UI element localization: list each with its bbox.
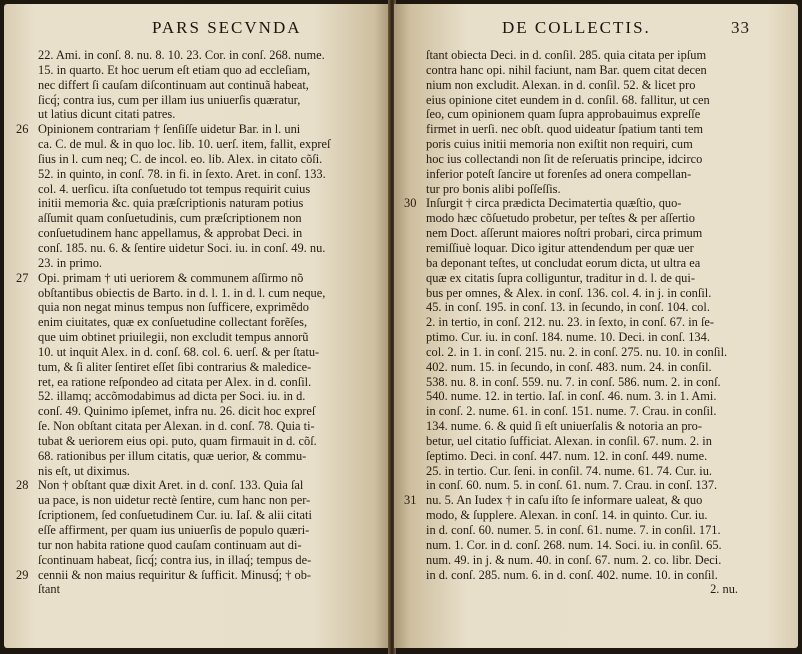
text-line: [38, 167, 366, 182]
text-line: [404, 241, 744, 256]
line-text: quæ ex citatis ſupra colliguntur, traditur in d. l. de qui-: [426, 270, 695, 285]
text-line: [404, 271, 744, 286]
paragraph-number: 30: [404, 196, 417, 211]
text-line: [38, 345, 366, 360]
text-line: [38, 78, 366, 93]
text-line: [404, 375, 744, 390]
line-text: remiſſiuè loquar. Dico igitur attendendum per quæ uer: [426, 240, 694, 255]
text-line: [404, 167, 744, 182]
line-text: Opinionem contrariam † ſenſiſſe uidetur Bar. in l. uni: [38, 122, 301, 137]
left-running-head: PARS SECVNDA: [152, 18, 302, 37]
text-line: [38, 464, 366, 479]
text-line: [404, 568, 744, 583]
line-text: bus per omnes, & Alex. in conſ. 136. col. 4. in j. in conſil.: [426, 285, 712, 300]
left-page: [4, 4, 390, 648]
line-text: 2. in tertio, in conſ. 212. nu. 23. in ſexto, in conſ. 67. in ſe-: [426, 315, 715, 330]
line-text: 538. nu. 8. in conſ. 559. nu. 7. in conſ. 586. num. 2. in conſ.: [426, 374, 721, 389]
line-text: ſeptimo. Deci. in conſ. 447. num. 12. in conſ. 449. nume.: [426, 448, 708, 463]
text-line: [404, 523, 744, 538]
line-text: ua pace, is non uidetur rectè ſentire, cum hanc non per-: [38, 493, 311, 508]
line-text: 52. in quinto, in conſ. 78. in fi. in ſexto. Aret. in conſ. 133.: [38, 166, 326, 181]
text-line: [38, 226, 366, 241]
line-text: nec differt ſi cauſam diſcontinuam aut continuã habeat,: [38, 77, 309, 92]
text-line: [404, 419, 744, 434]
right-running-head: DE COLLECTIS.: [502, 18, 651, 37]
line-text: num. 1. Cor. in d. conſ. 268. num. 14. Soci. iu. in conſil. 65.: [426, 537, 722, 552]
text-line: [404, 226, 744, 241]
line-text: ſtant obiecta Deci. in d. conſil. 285. quia citata per ipſum: [426, 48, 707, 62]
line-text: col. 2. in 1. in conſ. 215. nu. 2. in conſ. 275. nu. 10. in conſil.: [426, 344, 728, 359]
line-text: conſ. 49. Quinimo ipſemet, infra nu. 26. dicit hoc expreſ: [38, 404, 316, 419]
text-line: [38, 523, 366, 538]
text-line: [404, 404, 744, 419]
line-text: Inſurgit † circa prædicta Decimatertia quæſtio, quo-: [426, 196, 682, 211]
paragraph-number: 26: [16, 122, 29, 137]
text-line: [404, 389, 744, 404]
line-text: 540. nume. 12. in tertio. Iaſ. in conſ. 46. num. 3. in 1. Ami.: [426, 389, 717, 404]
text-line: [404, 300, 744, 315]
text-line: [404, 360, 744, 375]
text-line: [38, 538, 366, 553]
text-line: [404, 196, 744, 211]
text-line: [38, 375, 366, 390]
text-line: [404, 122, 744, 137]
text-line: [38, 582, 366, 597]
line-text: ba deponant teſtes, ut concludat eorum dicta, ut ultra ea: [426, 255, 701, 270]
paragraph-number: 29: [16, 567, 29, 582]
line-text: in conſ. 60. num. 5. in conſ. 61. num. 7. Crau. in conſ. 137.: [426, 478, 718, 493]
text-line: [38, 300, 366, 315]
text-line: [38, 404, 366, 419]
line-text: ſeo, cum opinionem quam ſupra approbauimus expreſſe: [426, 107, 701, 122]
line-text: 134. nume. 6. & quid ſi eſt uniuerſalis & notoria an pro-: [426, 419, 702, 434]
text-line: [38, 493, 366, 508]
line-text: 25. in tertio. Cur. ſeni. in conſil. 74. nume. 61. 74. Cur. iu.: [426, 463, 712, 478]
right-page: [394, 4, 798, 648]
line-text: contra hanc opi. nihil faciunt, nam Bar. quem citat decen: [426, 62, 707, 77]
text-line: [38, 419, 366, 434]
text-line: [404, 538, 744, 553]
text-line: [38, 93, 366, 108]
left-text-block: [16, 48, 366, 597]
line-text: modo, & ſupplere. Alexan. in conſ. 14. in quinto. Cur. iu.: [426, 508, 708, 523]
line-text: nu. 5. An Iudex † in caſu iſto ſe informare ualeat, & quo: [426, 493, 703, 508]
line-text: nium non excludit. Alexan. in d. conſil. 52. & licet pro: [426, 77, 696, 92]
line-text: obſtantibus obiectis de Barto. in d. l. 1. in d. l. cum neque,: [38, 285, 326, 300]
line-text: poris cuius initii memoria non exiſtit non requiri, cum: [426, 137, 693, 152]
text-line: [38, 211, 366, 226]
line-text: ret, ea ratione reſpondeo ad citata per Alex. in d. conſil.: [38, 374, 312, 389]
text-line: [38, 48, 366, 63]
text-line: [404, 553, 744, 568]
line-text: Non † obſtant quæ dixit Aret. in d. conſ. 133. Quia ſal: [38, 478, 304, 493]
line-text: cennii & non maius requiritur & ſufficit. Minusq́; † ob-: [38, 567, 312, 582]
text-line: [16, 122, 366, 137]
text-line: [38, 63, 366, 78]
text-line: [404, 315, 744, 330]
text-line: [404, 345, 744, 360]
line-text: nis eſt, ut diximus.: [38, 463, 130, 478]
text-line: [38, 360, 366, 375]
line-text: eſſe affirment, per quam ius uniuerſis de populo quæri-: [38, 523, 310, 537]
line-text: in d. conſ. 60. numer. 5. in conſ. 61. nume. 7. in conſil. 171.: [426, 523, 721, 537]
text-line: [404, 182, 744, 197]
line-text: tur pro bonis alibi poſſeſſis.: [426, 181, 561, 196]
text-line: [404, 137, 744, 152]
line-text: ſicq́; contra ius, cum per illam ius uniuerſis quæratur,: [38, 92, 301, 107]
line-text: tum, & ſi aliter ſentiret eſſet ſibi contrarius & maledice-: [38, 359, 312, 374]
text-line: [404, 93, 744, 108]
paragraph-number: 31: [404, 493, 417, 508]
line-text: ſtant: [38, 582, 61, 597]
line-text: hoc ius collectandi non ſit de reſeruatis principe, idcirco: [426, 151, 703, 166]
text-line: [404, 48, 744, 63]
text-line: [38, 434, 366, 449]
line-text: nem Doct. aſſerunt maiores noſtri probari, circa primum: [426, 226, 703, 241]
line-text: firmet in uerſi. nec obſt. quod uideatur ſpatium tanti tem: [426, 122, 703, 137]
line-text: num. 49. in j. & num. 40. in conſ. 67. num. 2. co. libr. Deci.: [426, 552, 722, 567]
line-text: Opi. primam † uti ueriorem & communem aſſirmo nõ: [38, 270, 304, 285]
line-text: eius opinione citet eundem in d. conſil. 68. fallitur, ut cen: [426, 92, 710, 107]
line-text: initii memoria &c. quia præſcriptionis naturam potius: [38, 196, 304, 211]
text-line: [38, 315, 366, 330]
line-text: ſcriptionem, ſed conſuetudinem Cur. iu. Iaſ. & alii citati: [38, 508, 312, 523]
paragraph-number: 27: [16, 270, 29, 285]
text-line: [404, 256, 744, 271]
line-text: conſ. 185. nu. 6. & ſentire uidetur Soci. iu. in conſ. 49. nu.: [38, 240, 326, 255]
text-line: [404, 493, 744, 508]
line-text: in conſ. 2. nume. 61. in conſ. 151. nume. 7. Crau. in conſil.: [426, 404, 717, 419]
line-text: ſe. Non obſtant citata per Alexan. in d. conſ. 78. Quia ti-: [38, 419, 315, 434]
text-line: [38, 256, 366, 271]
right-text-block: [404, 48, 744, 597]
text-line: [16, 478, 366, 493]
text-line: [404, 63, 744, 78]
text-line: [38, 508, 366, 523]
line-text: ca. C. de mul. & in quo loc. lib. 10. uerſ. item, fallit, expreſ: [38, 137, 331, 152]
line-text: 68. rationibus per illum citatis, quæ uerior, & commu-: [38, 448, 307, 463]
line-text: aſſumit quam conſuetudinis, cum præſcriptionem non: [38, 211, 302, 226]
line-text: 52. illamq; accõmodabimus ad dicta per Soci. iu. in d.: [38, 389, 306, 404]
text-line: [16, 567, 366, 583]
text-line: [404, 78, 744, 93]
line-text: col. 4. uerſicu. iſta conſuetudo tot tempus requirit cuius: [38, 181, 311, 196]
line-text: ſcontinuam habeat, ſicq́; contra ius, in illaq́; tempus de-: [38, 552, 312, 567]
line-text: modo hæc cõſuetudo probetur, per teſtes & per aſſertio: [426, 211, 695, 226]
line-text: ſius in l. cum neq; C. de incol. eo. lib. Alex. in citato cõſi.: [38, 151, 323, 166]
line-text: 402. num. 15. in ſecundo, in conſ. 483. num. 24. in conſil.: [426, 359, 712, 374]
text-line: [404, 152, 744, 167]
text-line: [38, 330, 366, 345]
line-text: betur, uel citatio ſufficiat. Alexan. in conſil. 67. num. 2. in: [426, 433, 712, 448]
line-text: ptimo. Cur. iu. in conſ. 184. nume. 10. Deci. in conſ. 134.: [426, 330, 710, 345]
text-line: [404, 582, 744, 597]
text-line: [404, 449, 744, 464]
text-line: [38, 182, 366, 197]
paragraph-number: 28: [16, 478, 29, 493]
line-text: 15. in quarto. Et hoc uerum eſt etiam quo ad eccleſiam,: [38, 62, 311, 77]
line-text: in d. conſ. 285. num. 6. in d. conſ. 402. nume. 10. in conſil.: [426, 567, 718, 582]
text-line: [404, 508, 744, 523]
line-text: 22. Ami. in conſ. 8. nu. 8. 10. 23. Cor. in conſ. 268. nume.: [38, 48, 325, 62]
text-line: [38, 196, 366, 211]
text-line: [38, 152, 366, 167]
text-line: [38, 107, 366, 122]
text-line: [404, 107, 744, 122]
line-text: tubat & ueriorem eius opi. puto, quam firmauit in d. cõſ.: [38, 433, 317, 448]
text-line: [404, 464, 744, 479]
line-text: conſuetudinem hanc appellamus, & approbat Deci. in: [38, 226, 303, 241]
text-line: [404, 434, 744, 449]
text-line: [38, 286, 366, 301]
text-line: [16, 270, 366, 286]
line-text: quia non negat minus tempus non ſufficere, exprimẽdo: [38, 300, 309, 315]
line-text: 45. in conſ. 195. in conſ. 13. in ſecundo, in conſ. 104. col.: [426, 300, 710, 315]
text-line: [38, 389, 366, 404]
line-text: tur non habita ratione quod cauſam continuam aut di-: [38, 537, 302, 552]
text-line: [38, 137, 366, 152]
line-text: 2. nu.: [710, 582, 738, 597]
page-number: 33: [731, 18, 750, 37]
line-text: 23. in primo.: [38, 255, 103, 270]
line-text: que uim obtinet priuilegii, non excludit tempus annorũ: [38, 330, 309, 345]
text-line: [404, 211, 744, 226]
text-line: [38, 449, 366, 464]
text-line: [404, 330, 744, 345]
text-line: [404, 286, 744, 301]
line-text: 10. ut inquit Alex. in d. conſ. 68. col. 6. uerſ. & per ſtatu-: [38, 344, 320, 359]
line-text: ut latius dicunt citati patres.: [38, 107, 176, 122]
text-line: [38, 241, 366, 256]
text-line: [404, 478, 744, 493]
line-text: inferior poteſt ſancire ut forenſes ad onera compellan-: [426, 166, 692, 181]
line-text: enim ciuitates, quæ ex conſuetudine collectant forẽſes,: [38, 315, 308, 330]
text-line: [38, 553, 366, 568]
